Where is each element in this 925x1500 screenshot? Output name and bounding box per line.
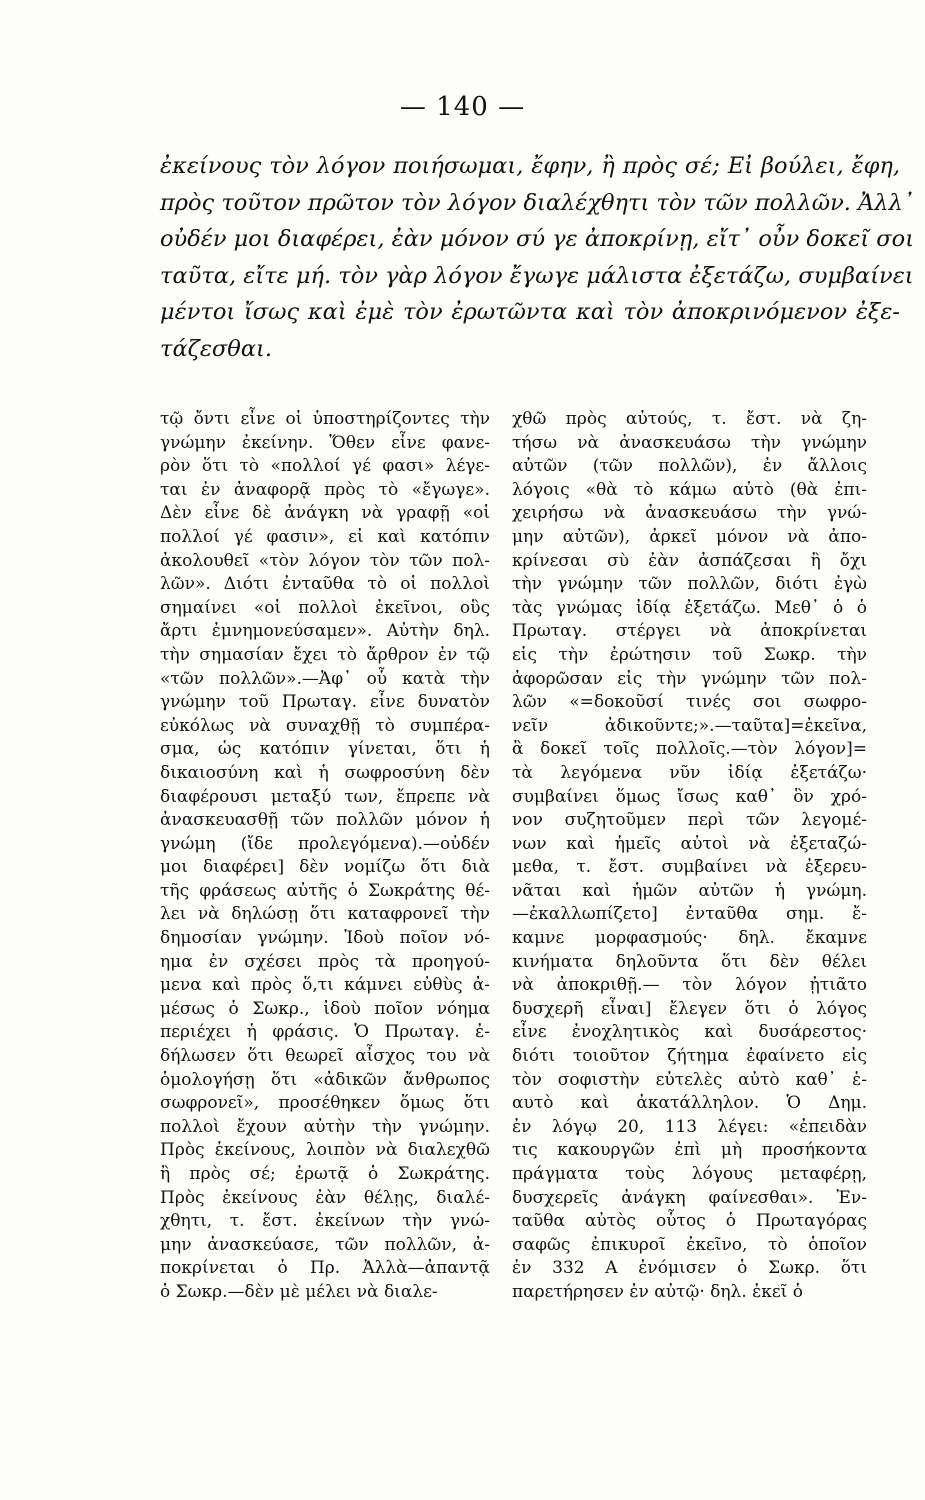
- left-column-line: γνώμην ἐκείνην. Ὅθεν εἶνε φανε-: [160, 432, 490, 453]
- left-column-line: λει νὰ δηλώσῃ ὅτι καταφρονεῖ τὴν: [160, 904, 490, 925]
- left-column-line: μέσως ὁ Σωκρ., ἰδοὺ ποῖον νόημα: [160, 998, 490, 1019]
- right-column-line: τὴν γνώμην τῶν πολλῶν, διότι ἐγὼ: [512, 574, 867, 595]
- right-column-line: τὰ λεγόμενα νῦν ἰδίᾳ ἐξετάζω·: [512, 762, 867, 783]
- left-column-line: ποκρίνεται ὁ Πρ. Ἀλλὰ—ἀπαντᾷ: [160, 1258, 490, 1279]
- right-column-line: νον συζητοῦμεν περὶ τῶν λεγομέ-: [512, 810, 867, 831]
- right-column-line: Πρωταγ. στέργει νὰ ἀποκρίνεται: [512, 621, 867, 642]
- right-column-line: νᾶται καὶ ἡμῶν αὐτῶν ἡ γνώμη.: [512, 880, 867, 901]
- left-column-line: μενα καὶ πρὸς ὅ,τι κάμνει εὐθὺς ἀ-: [160, 975, 490, 996]
- right-column-line: ταῦθα αὐτὸς οὗτος ὁ Πρωταγόρας: [512, 1211, 867, 1232]
- left-column-line: γνώμην τοῦ Πρωταγ. εἶνε δυνατὸν: [160, 692, 490, 713]
- left-column-line: Πρὸς ἐκείνους ἐὰν θέλῃς, διαλέ-: [160, 1187, 490, 1208]
- left-column-line: τῷ ὄντι εἶνε οἱ ὑποστηρίζοντες τὴν: [160, 409, 490, 429]
- right-column-line: λόγοις «θὰ τὸ κάμω αὐτὸ (θὰ ἐπι-: [512, 479, 867, 500]
- right-column-line: τὸν σοφιστὴν εὐτελὲς αὐτὸ καθ᾿ ἑ-: [512, 1069, 867, 1090]
- left-column-line: τὴν σημασίαν ἔχει τὸ ἄρθρον ἐν τῷ: [160, 644, 490, 665]
- right-column-line: λῶν «=δοκοῦσί τινές σοι σωφρο-: [512, 692, 867, 713]
- left-column-line: δημοσίαν γνώμην. Ἰδοὺ ποῖον νό-: [160, 928, 490, 949]
- left-column-line: τῆς φράσεως αὐτῆς ὁ Σωκράτης θέ-: [160, 880, 490, 901]
- left-column-line: σημαίνει «οἱ πολλοὶ ἐκεῖνοι, οὓς: [160, 597, 490, 618]
- left-column-line: ἀνασκευασθῇ τῶν πολλῶν μόνον ἡ: [160, 810, 490, 831]
- main-text-line: πρὸς τοῦτον πρῶτον τὸν λόγον διαλέχθητι τὸν τῶν πολλῶν. Ἀλλ᾿: [160, 189, 915, 216]
- right-column-line: μεθα, τ. ἔστ. συμβαίνει νὰ ἐξερευ-: [512, 857, 867, 878]
- left-column-line: ρὸν ὅτι τὸ «πολλοί γέ φασι» λέγε-: [160, 456, 490, 477]
- left-column-line: ὁ Σωκρ.—δὲν μὲ μέλει νὰ διαλε-: [160, 1281, 438, 1302]
- right-column-line: καμνε μορφασμούς· δηλ. ἔκαμνε: [512, 928, 867, 949]
- left-column-line: σμα, ὡς κατόπιν γίνεται, ὅτι ἡ: [160, 739, 490, 760]
- right-column-line: σαφῶς ἐπικυροῖ ἐκεῖνο, τὸ ὁποῖον: [512, 1234, 867, 1255]
- left-column-line: Πρὸς ἐκείνους, λοιπὸν νὰ διαλεχθῶ: [160, 1140, 490, 1161]
- left-column-line: ημα ἐν σχέσει πρὸς τὰ προηγού-: [160, 951, 490, 972]
- main-greek-text: [160, 148, 915, 367]
- right-column-line: ἃ δοκεῖ τοῖς πολλοῖς.—τὸν λόγον]=: [512, 739, 867, 760]
- right-column-line: —ἐκαλλωπίζετο] ἐνταῦθα σημ. ἔ-: [512, 904, 867, 925]
- main-text-line: οὐδέν μοι διαφέρει, ἐὰν μόνον σύ γε ἀποκρίνῃ, εἴτ᾿ οὖν δοκεῖ σοι: [160, 226, 915, 252]
- commentary-right-column: [512, 408, 867, 1305]
- right-column-line: διότι τοιοῦτον ζήτημα ἐφαίνετο εἰς: [512, 1046, 867, 1067]
- main-text-line: ταῦτα, εἴτε μή. τὸν γὰρ λόγον ἔγωγε μάλιστα ἐξετάζω, συμβαίνει: [160, 262, 914, 289]
- right-column-line: χειρήσω νὰ ἀνασκευάσω τὴν γνώ-: [512, 503, 867, 524]
- right-column-line: δυσχερῆ εἶναι] ἔλεγεν ὅτι ὁ λόγος: [512, 998, 867, 1019]
- left-column-line: μοι διαφέρει] δὲν νομίζω ὅτι διὰ: [160, 857, 490, 878]
- right-column-line: κινήματα δηλοῦντα ὅτι δὲν θέλει: [512, 951, 867, 972]
- right-column-line: αὐτῶν (τῶν πολλῶν), ἐν ἄλλοις: [512, 456, 867, 477]
- main-text-line: μέντοι ἴσως καὶ ἐμὲ τὸν ἐρωτῶντα καὶ τὸν ἀποκρινόμενον ἐξε-: [160, 299, 900, 325]
- right-column-line: δυσχερεῖς ἀνάγκη φαίνεσθαι». Ἐν-: [512, 1187, 867, 1208]
- left-column-line: «τῶν πολλῶν».—Ἀφ᾿ οὗ κατὰ τὴν: [160, 668, 490, 689]
- left-column-line: λῶν». Διότι ἐνταῦθα τὸ οἱ πολλοὶ: [160, 574, 490, 595]
- right-column-line: νὰ ἀποκριθῇ.— τὸν λόγον ᾐτιᾶτο: [512, 975, 867, 996]
- right-column-line: ἐν 332 Α ἐνόμισεν ὁ Σωκρ. ὅτι: [512, 1258, 867, 1279]
- right-column-line: τήσω νὰ ἀνασκευάσω τὴν γνώμην: [512, 432, 867, 453]
- left-column-line: χθητι, τ. ἔστ. ἐκείνων τὴν γνώ-: [160, 1211, 490, 1232]
- left-column-line: ἄρτι ἐμνημονεύσαμεν». Αὐτὴν δηλ.: [160, 621, 490, 642]
- right-column-line: ἀφορῶσαν εἰς τὴν γνώμην τῶν πολ-: [512, 668, 867, 689]
- right-column-line: νεῖν ἀδικοῦντε;».—ταῦτα]=ἐκεῖνα,: [512, 715, 867, 736]
- right-column-line: νων καὶ ἡμεῖς αὐτοὶ νὰ ἐξεταζώ-: [512, 833, 867, 854]
- right-column-line: συμβαίνει ὅμως ἴσως καθ᾿ ὃν χρό-: [512, 786, 867, 807]
- right-column-line: πράγματα τοὺς λόγους μεταφέρῃ,: [512, 1164, 867, 1184]
- right-column-line: εἶνε ἐνοχλητικὸς καὶ δυσάρεστος·: [512, 1022, 867, 1043]
- right-column-line: κρίνεσαι σὺ ἐὰν ἀσπάζεσαι ἢ ὄχι: [512, 550, 867, 571]
- left-column-line: δικαιοσύνη καὶ ἡ σωφροσύνη δὲν: [160, 762, 490, 783]
- left-column-line: ἢ πρὸς σέ; ἐρωτᾷ ὁ Σωκράτης.: [160, 1164, 490, 1184]
- left-column-line: εὐκόλως νὰ συναχθῇ τὸ συμπέρα-: [160, 715, 490, 736]
- right-column-line: τις κακουργῶν ἐπὶ μὴ προσήκοντα: [512, 1140, 867, 1161]
- right-column-line: παρετήρησεν ἐν αὐτῷ· δηλ. ἐκεῖ ὁ: [512, 1281, 803, 1302]
- right-column-line: ἐν λόγῳ 20, 113 λέγει: «ἐπειδὰν: [512, 1116, 867, 1137]
- left-column-line: ται ἐν ἀναφορᾷ πρὸς τὸ «ἔγωγε».: [160, 479, 490, 500]
- right-column-line: χθῶ πρὸς αὐτούς, τ. ἔστ. νὰ ζη-: [512, 409, 867, 429]
- main-text-line: ἐκείνους τὸν λόγον ποιήσωμαι, ἔφην, ἢ πρὸς σέ; Εἰ βούλει, ἔφη,: [160, 153, 900, 179]
- left-column-line: μην ἀνασκεύασε, τῶν πολλῶν, ἀ-: [160, 1234, 490, 1255]
- commentary-left-column: [160, 408, 490, 1305]
- left-column-line: ἀκολουθεῖ «τὸν λόγον τὸν τῶν πολ-: [160, 550, 490, 571]
- left-column-line: ὁμολογήσῃ ὅτι «ἀδικῶν ἄνθρωπος: [160, 1069, 490, 1090]
- left-column-line: Δὲν εἶνε δὲ ἀνάγκη νὰ γραφῇ «οἱ: [160, 503, 490, 524]
- right-column-line: αυτὸ καὶ ἀκατάλληλον. Ὁ Δημ.: [512, 1093, 867, 1114]
- main-text-line: τάζεσθαι.: [160, 335, 272, 362]
- right-column-line: τὰς γνώμας ἰδίᾳ ἐξετάζω. Μεθ᾿ ὁ ὁ: [512, 597, 867, 618]
- right-column-line: εἰς τὴν ἐρώτησιν τοῦ Σωκρ. τὴν: [512, 644, 867, 665]
- left-column-line: περιέχει ἡ φράσις. Ὁ Πρωταγ. ἐ-: [160, 1022, 490, 1043]
- left-column-line: διαφέρουσι μεταξύ των, ἔπρεπε νὰ: [160, 786, 490, 807]
- left-column-line: δήλωσεν ὅτι θεωρεῖ αἶσχος του νὰ: [160, 1046, 490, 1067]
- left-column-line: γνώμη (ἴδε προλεγόμενα).—οὐδέν: [160, 833, 490, 854]
- right-column-line: μην αὐτῶν), ἀρκεῖ μόνον νὰ ἀπο-: [512, 526, 867, 547]
- left-column-line: πολλοί γέ φασιν», εἰ καὶ κατόπιν: [160, 526, 490, 547]
- left-column-line: πολλοὶ ἔχουν αὐτὴν τὴν γνώμην.: [160, 1116, 490, 1137]
- page-number: — 140 —: [399, 92, 526, 122]
- left-column-line: σωφρονεῖ», προσέθηκεν ὅμως ὅτι: [160, 1093, 490, 1114]
